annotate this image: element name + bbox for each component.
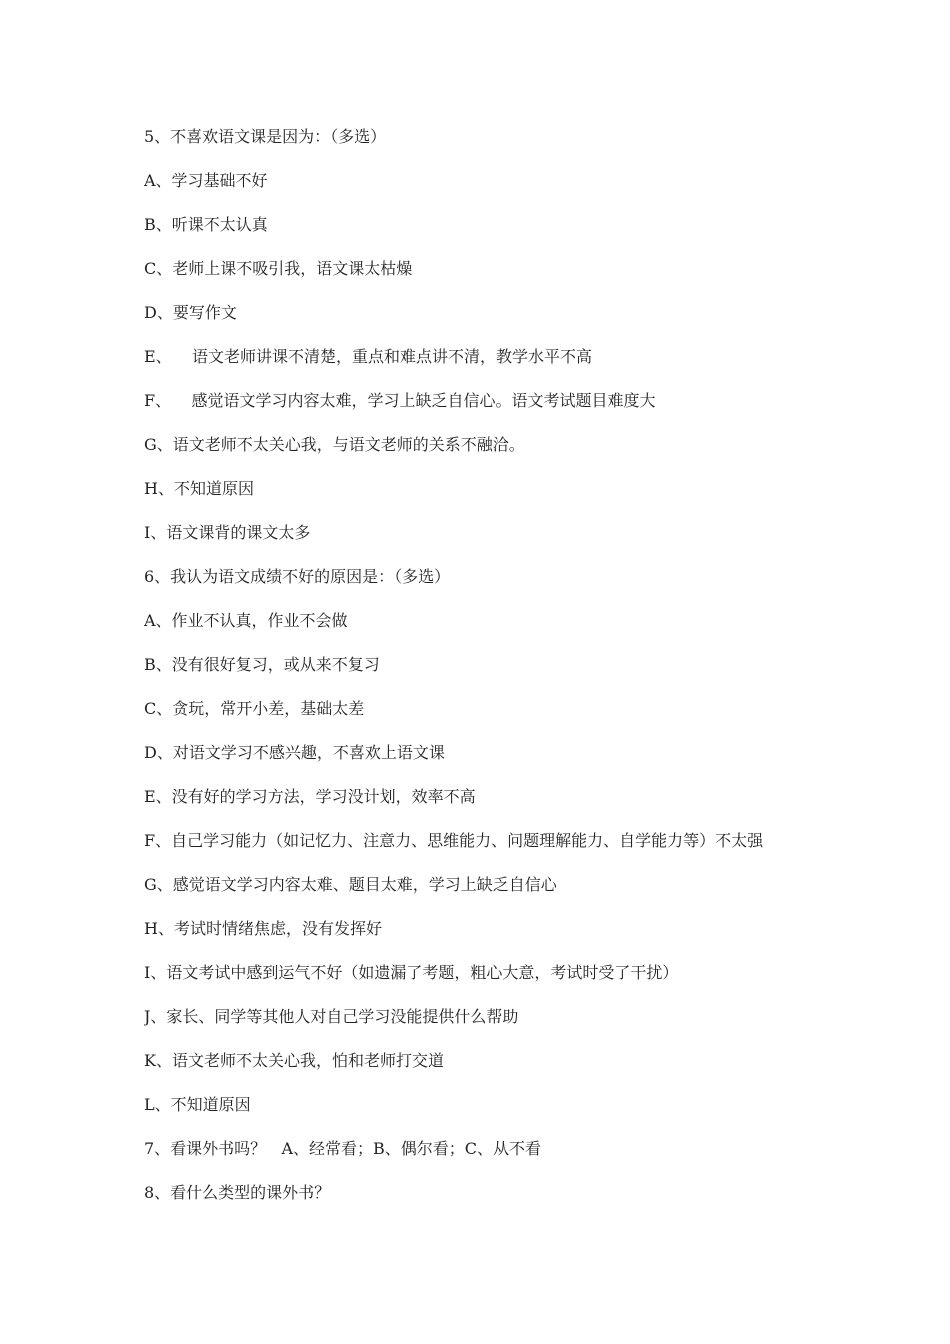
question-6-option-f: F、自己学习能力（如记忆力、注意力、思维能力、问题理解能力、自学能力等）不太强 [144, 831, 764, 850]
question-8: 8、看什么类型的课外书？ [144, 1183, 331, 1202]
question-5-title: 5、不喜欢语文课是因为：（多选） [144, 127, 387, 146]
question-6-option-e: E、没有好的学习方法，学习没计划，效率不高 [144, 787, 476, 806]
question-5-option-d: D、要写作文 [144, 303, 237, 322]
question-6-option-a: A、作业不认真，作业不会做 [144, 611, 348, 630]
question-6-option-k: K、语文老师不太关心我，怕和老师打交道 [144, 1051, 444, 1070]
question-5-option-a: A、学习基础不好 [144, 171, 268, 190]
question-5-option-g: G、语文老师不太关心我，与语文老师的关系不融洽。 [144, 435, 525, 454]
question-5-option-e: E、 语文老师讲课不清楚，重点和难点讲不清，教学水平不高 [144, 347, 593, 366]
question-6-option-b: B、没有很好复习，或从来不复习 [144, 655, 380, 674]
question-6-option-c: C、贪玩，常开小差，基础太差 [144, 699, 365, 718]
question-6-title: 6、我认为语文成绩不好的原因是：（多选） [144, 567, 451, 586]
question-6-option-d: D、对语文学习不感兴趣，不喜欢上语文课 [144, 743, 445, 762]
question-5-option-b: B、听课不太认真 [144, 215, 268, 234]
question-5-option-f: F、 感觉语文学习内容太难，学习上缺乏自信心。语文考试题目难度大 [144, 391, 656, 410]
question-6-option-j: J、家长、同学等其他人对自己学习没能提供什么帮助 [144, 1007, 519, 1026]
question-6-option-l: L、不知道原因 [144, 1095, 251, 1114]
question-6-option-g: G、感觉语文学习内容太难、题目太难，学习上缺乏自信心 [144, 875, 557, 894]
question-5-option-c: C、老师上课不吸引我，语文课太枯燥 [144, 259, 413, 278]
question-6-option-h: H、考试时情绪焦虑，没有发挥好 [144, 919, 382, 938]
question-5-option-h: H、不知道原因 [144, 479, 254, 498]
question-7: 7、看课外书吗？ A、经常看；B、偶尔看；C、从不看 [144, 1139, 541, 1158]
question-5-option-i: I、语文课背的课文太多 [144, 523, 311, 542]
question-6-option-i: I、语文考试中感到运气不好（如遗漏了考题，粗心大意，考试时受了干扰） [144, 963, 679, 982]
document-body [144, 125, 904, 1225]
